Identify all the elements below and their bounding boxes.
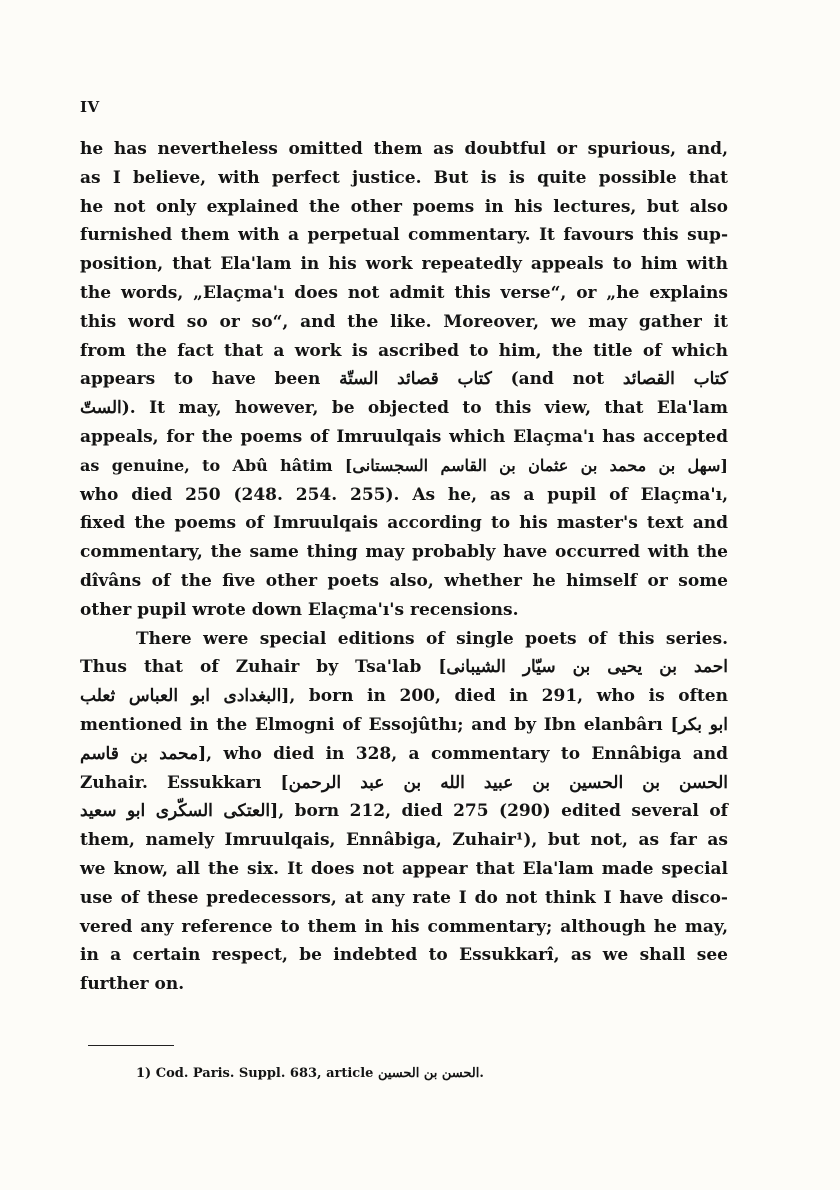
text-line: as I believe, with perfect justice. But is is quite possible that (80, 167, 728, 188)
text-line: Zuhair. Essukkarı [الحسن بن الحسين بن عبيد الله بن عبد الرحمن (80, 772, 728, 793)
text-line: commentary, the same thing may probably have occurred with the (80, 542, 728, 563)
footnote-divider (88, 1045, 174, 1046)
text-line: محمد بن قاسم], who died in 328, a commentary to Ennâbiga and (80, 743, 728, 764)
text-line: we know, all the six. It does not appear that Ela'lam made special (80, 858, 728, 879)
text-line: who died 250 (248. 254. 255). As he, as a pupil of Elaçma'ı, (80, 484, 728, 505)
text-line: them, namely Imruulqais, Ennâbiga, Zuhair¹), but not, as far as (80, 830, 728, 851)
text-line: العتكى السكّرى ابو سعيد], born 212, died 275 (290) edited several of (80, 801, 728, 822)
text-line: furnished them with a perpetual commentary. It favours this sup- (80, 225, 728, 246)
text-line: appeals, for the poems of Imruulqais which Elaçma'ı has accepted (80, 426, 728, 447)
text-line: Thus that of Zuhair by Tsa'lab [احمد بن يحيى بن سيّار الشيبانى (80, 657, 728, 678)
text-line: البغدادى ابو العباس ثعلب], born in 200, died in 291, who is often (80, 686, 728, 707)
text-line: in a certain respect, be indebted to Essukkarî, as we shall see (80, 945, 728, 966)
text-line: further on. (80, 974, 185, 995)
text-line: vered any reference to them in his commentary; although he may, (80, 916, 728, 937)
text-line: from the fact that a work is ascribed to him, the title of which (80, 340, 728, 361)
footnote: 1) Cod. Paris. Suppl. 683, article الحسن بن الحسين. (136, 1066, 484, 1081)
text-line: other pupil wrote down Elaçma'ı's recensions. (80, 599, 519, 620)
text-line: as genuine, to Abû hâtim [سهل بن محمد بن عثمان بن القاسم السجستانى] (80, 455, 728, 475)
text-line: the words, „Elaçma'ı does not admit this verse“, or „he explains (80, 282, 728, 303)
paragraph-start-line: There were special editions of single poets of this series. (136, 628, 728, 649)
text-line: الستّ). It may, however, be objected to this view, that Ela'lam (80, 398, 728, 419)
text-line: dîvâns of the five other poets also, whether he himself or some (80, 570, 728, 591)
body-text (80, 135, 728, 999)
text-line: he has nevertheless omitted them as doubtful or spurious, and, (80, 139, 728, 159)
text-line: position, that Ela'lam in his work repeatedly appeals to him with (80, 254, 728, 275)
text-line: he not only explained the other poems in his lectures, but also (80, 196, 728, 217)
text-line: this word so or so“, and the like. Moreover, we may gather it (80, 311, 728, 332)
text-line: fixed the poems of Imruulqais according to his master's text and (80, 513, 728, 534)
text-line: mentioned in the Elmogni of Essojûthı; and by Ibn elanbârı [ابو بكر (80, 714, 728, 735)
page-number: IV (80, 98, 100, 116)
text-line: use of these predecessors, at any rate I do not think I have disco- (80, 887, 728, 908)
text-line: appears to have been كتاب قصائد الستّة (and not كتاب القصائد (80, 369, 728, 390)
